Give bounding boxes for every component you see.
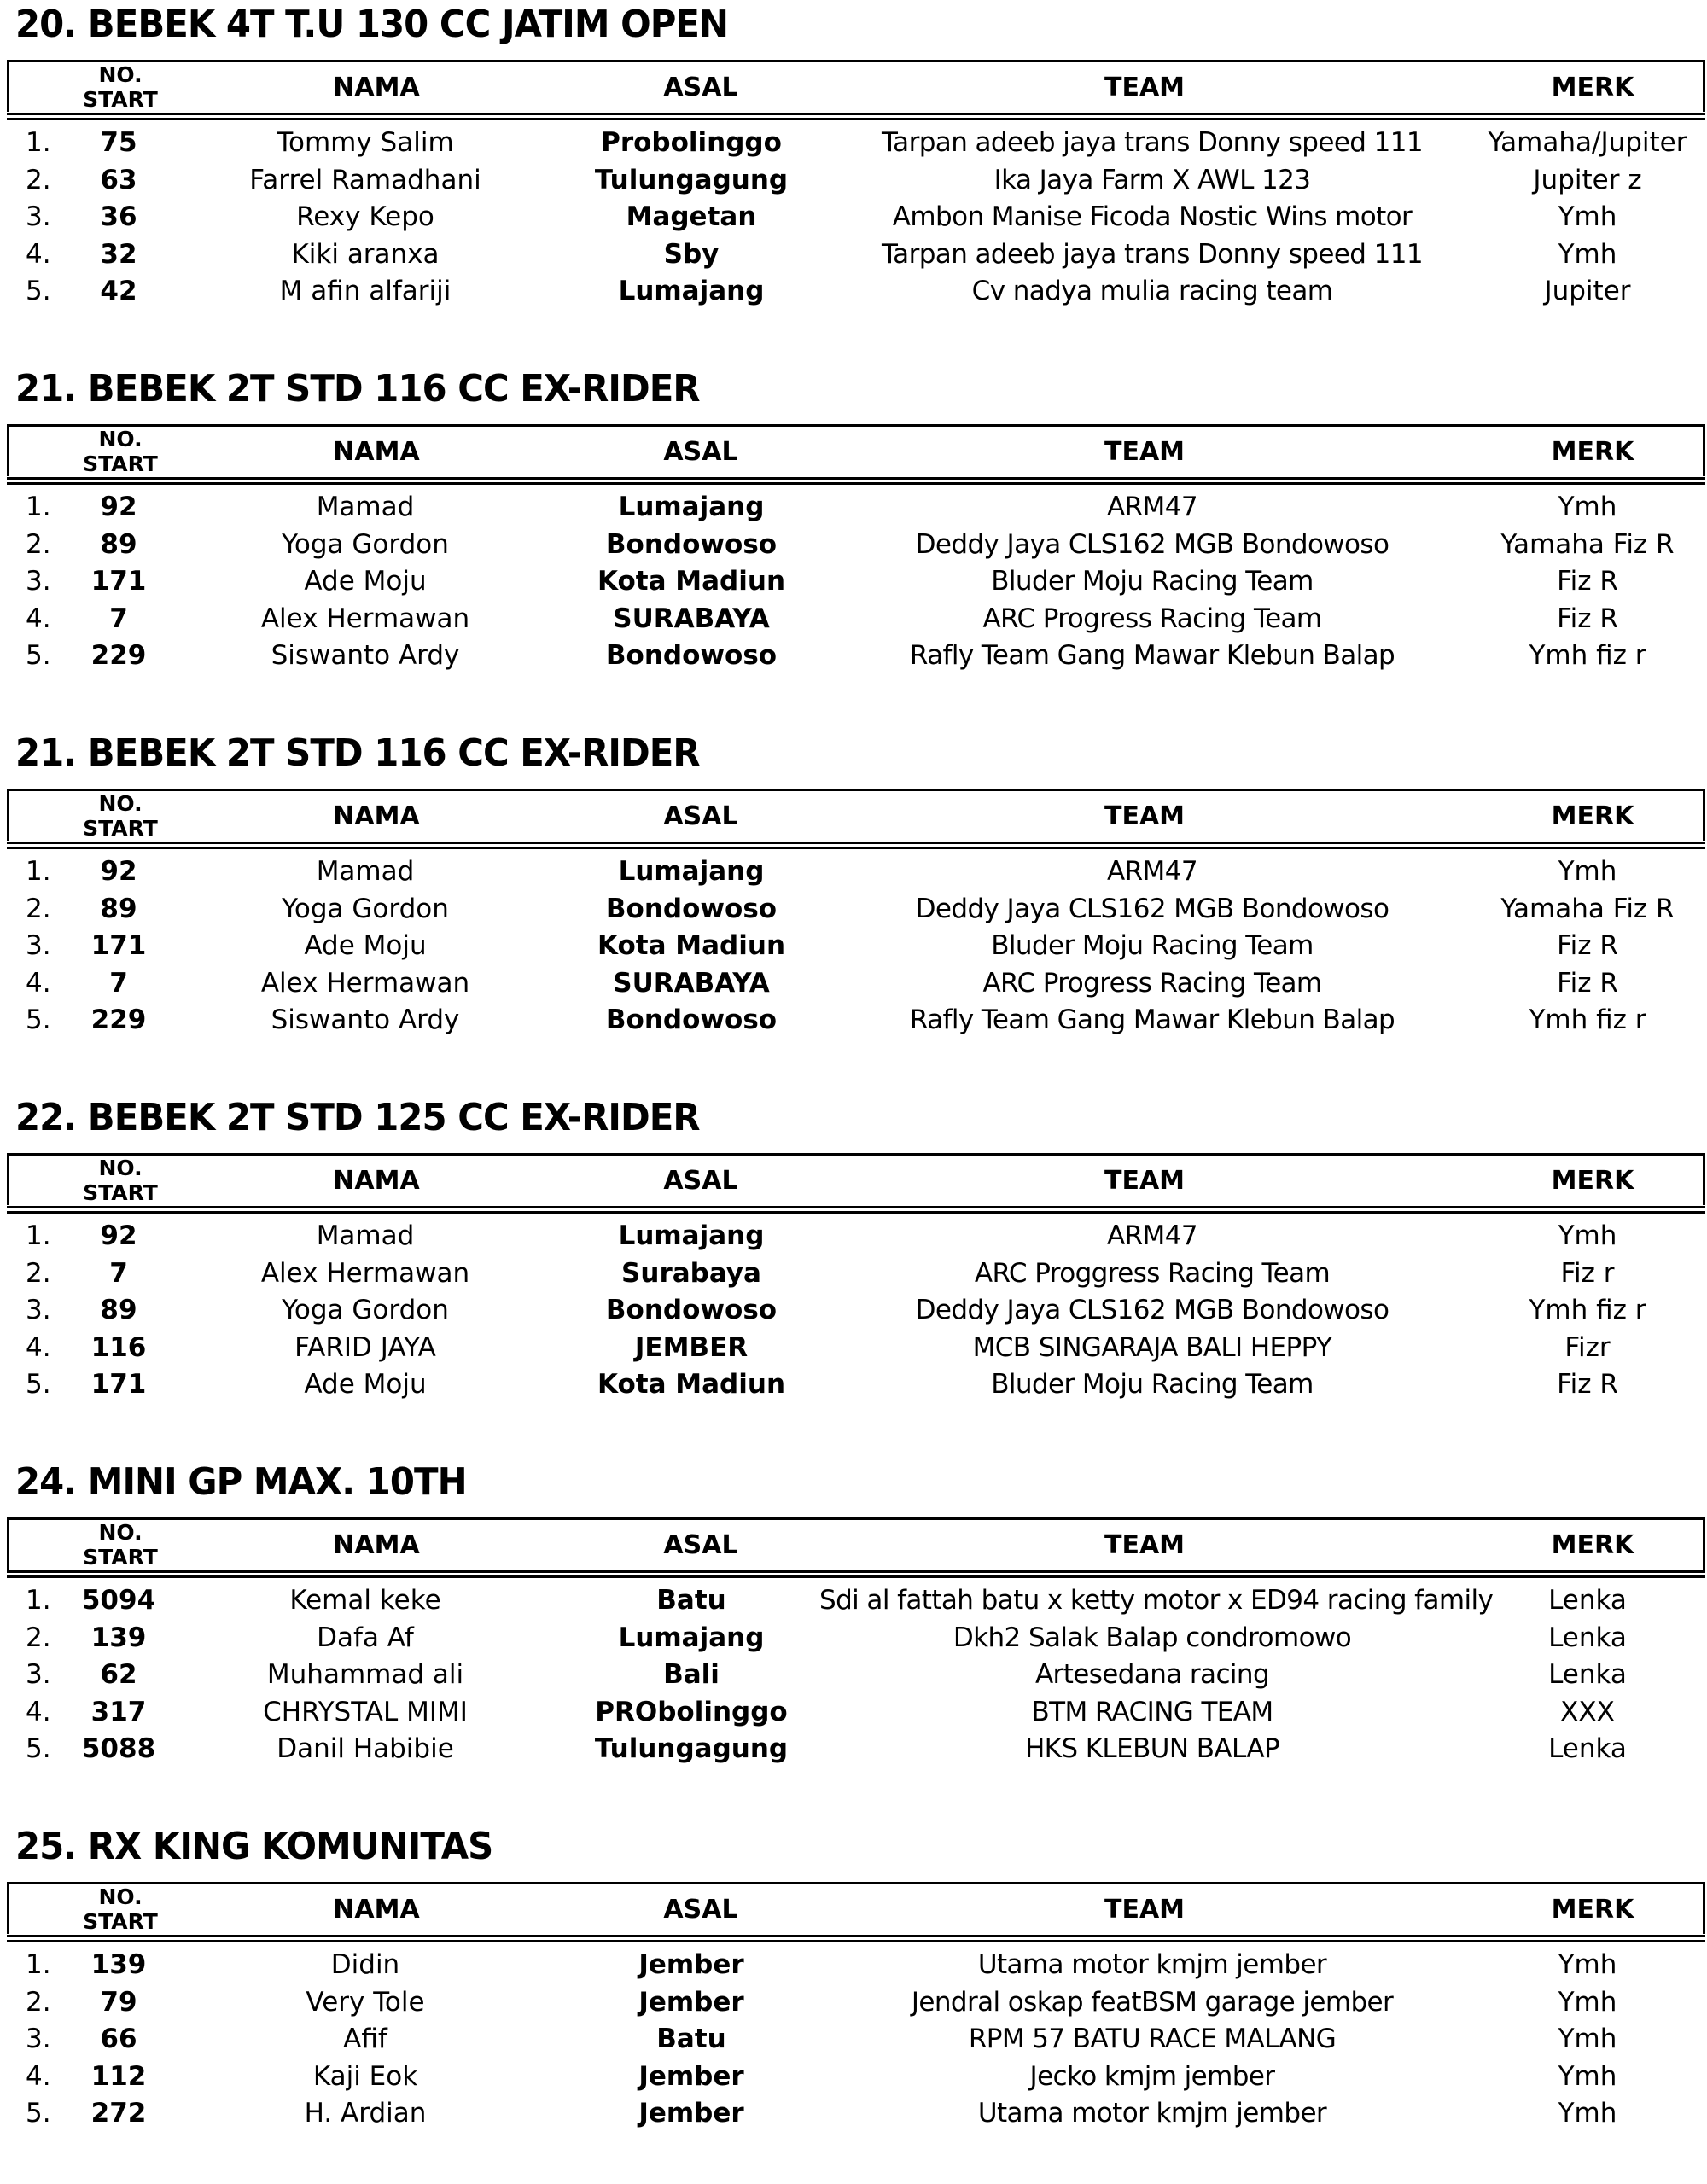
start-number-cell: 32 [100,238,137,270]
position-cell: 5. [26,2098,51,2129]
column-header-nama: NAMA [333,801,420,831]
origin-cell: Bondowoso [605,1005,778,1036]
table-row [0,489,1707,527]
start-number-cell: 112 [90,2060,147,2092]
results-rows [0,853,1707,1040]
brand-cell: Fizr [1564,1331,1611,1363]
start-number-cell: 7 [109,603,128,634]
column-header-merk: MERK [1551,801,1634,831]
team-cell: Dkh2 Salak Balap condromowo [953,1622,1352,1653]
column-header-team: TEAM [1104,1165,1186,1196]
origin-cell: JEMBER [634,1331,749,1363]
start-number-cell: 5088 [81,1733,156,1765]
start-number-cell: 79 [100,1986,137,2018]
team-cell: BTM RACING TEAM [1031,1696,1273,1727]
team-cell: Deddy Jaya CLS162 MGB Bondowoso [915,1295,1389,1326]
no-start-line2: START [83,1909,158,1934]
origin-cell: Lumajang [618,1622,765,1653]
column-header-nama: NAMA [333,1529,420,1560]
origin-cell: Jember [638,1986,744,2018]
table-row [0,1218,1707,1255]
brand-cell: Yamaha/Jupiter [1488,127,1687,158]
team-cell: ARC Proggress Racing Team [974,1257,1331,1289]
origin-cell: Kota Madiun [597,930,786,962]
start-number-cell: 7 [109,1257,128,1289]
position-cell: 3. [26,566,51,597]
team-cell: Sdi al fattah batu x ketty motor x ED94 racing family [819,1585,1494,1616]
origin-cell: Jember [638,2098,744,2129]
brand-cell: Ymh [1558,856,1617,887]
team-cell: Tarpan adeeb jaya trans Donny speed 111 [881,127,1424,158]
no-start-line1: NO. [98,427,143,451]
start-number-cell: 89 [100,893,137,924]
rider-name-cell: Danil Habibie [277,1733,454,1765]
position-cell: 2. [26,1986,51,2018]
rider-name-cell: Farrel Ramadhani [249,164,481,195]
start-number-cell: 139 [90,1949,147,1980]
table-row [0,273,1707,311]
origin-cell: Bondowoso [605,1295,778,1326]
rider-name-cell: Alex Hermawan [260,603,470,634]
section-title: 21. BEBEK 2T STD 116 CC EX-RIDER [15,731,700,775]
race-class-section [0,3,1707,362]
column-header-merk: MERK [1551,1165,1634,1196]
rider-name-cell: Mamad [316,1220,415,1251]
results-rows [0,1218,1707,1404]
rider-name-cell: Afif [343,2024,387,2055]
position-cell: 4. [26,967,51,999]
start-number-cell: 75 [100,127,137,158]
brand-cell: Ymh fiz r [1529,1005,1646,1036]
rider-name-cell: Yoga Gordon [282,528,449,560]
origin-cell: Bondowoso [605,528,778,560]
position-cell: 5. [26,1005,51,1036]
position-cell: 4. [26,2060,51,2092]
position-cell: 2. [26,893,51,924]
race-class-section [0,732,1707,1091]
start-number-cell: 63 [100,164,137,195]
position-cell: 2. [26,528,51,560]
no-start-line2: START [83,816,158,841]
column-header-merk: MERK [1551,436,1634,467]
table-row [0,236,1707,274]
start-number-cell: 272 [90,2098,147,2129]
brand-cell: Lenka [1548,1585,1627,1616]
column-header-merk: MERK [1551,72,1634,102]
origin-cell: Kota Madiun [597,1369,786,1401]
rider-name-cell: Rexy Kepo [296,201,434,233]
table-header [7,424,1705,476]
position-cell: 1. [26,127,51,158]
start-number-cell: 92 [100,1220,137,1251]
column-header-team: TEAM [1104,436,1186,467]
brand-cell: Fiz r [1560,1257,1615,1289]
rider-name-cell: Dafa Af [317,1622,414,1653]
start-number-cell: 36 [100,201,137,233]
race-class-section [0,368,1707,726]
rider-name-cell: Ade Moju [304,930,427,962]
table-row [0,2095,1707,2133]
table-row [0,1947,1707,1984]
column-header-merk: MERK [1551,1529,1634,1560]
team-cell: Ambon Manise Ficoda Nostic Wins motor [892,201,1413,233]
brand-cell: Ymh fiz r [1529,640,1646,672]
team-cell: Deddy Jaya CLS162 MGB Bondowoso [915,528,1389,560]
brand-cell: Ymh fiz r [1529,1295,1646,1326]
team-cell: ARM47 [1107,492,1197,522]
column-header-team: TEAM [1104,72,1186,102]
position-cell: 5. [26,1733,51,1765]
team-cell: Utama motor kmjm jember [977,1949,1327,1980]
team-cell: MCB SINGARAJA BALI HEPPY [972,1331,1332,1363]
column-header-no-start [61,791,180,841]
table-row [0,1731,1707,1768]
origin-cell: PRObolinggo [595,1696,788,1727]
position-cell: 3. [26,201,51,233]
brand-cell: Yamaha Fiz R [1500,528,1675,560]
team-cell: Tarpan adeeb jaya trans Donny speed 111 [881,238,1424,270]
section-title: 20. BEBEK 4T T.U 130 CC JATIM OPEN [15,3,729,46]
table-row [0,1657,1707,1694]
rider-name-cell: Kaji Eok [312,2060,418,2092]
rider-name-cell: Tommy Salim [277,127,454,158]
column-header-nama: NAMA [333,436,420,467]
rider-name-cell: Ade Moju [304,566,427,597]
origin-cell: Lumajang [618,1220,765,1251]
rider-name-cell: Alex Hermawan [260,1257,470,1289]
start-number-cell: 229 [90,640,147,672]
origin-cell: SURABAYA [613,603,770,634]
position-cell: 4. [26,238,51,270]
rider-name-cell: FARID JAYA [294,1331,436,1363]
team-cell: Bluder Moju Racing Team [991,930,1314,962]
table-row [0,1620,1707,1657]
table-row [0,125,1707,162]
column-header-asal: ASAL [663,1165,738,1196]
origin-cell: Probolinggo [601,127,782,158]
table-row [0,527,1707,564]
table-row [0,928,1707,965]
table-header [7,1517,1705,1570]
brand-cell: Ymh [1558,238,1617,270]
start-number-cell: 317 [90,1696,147,1727]
brand-cell: Ymh [1558,1986,1617,2018]
position-cell: 1. [26,1220,51,1251]
table-row [0,601,1707,638]
position-cell: 2. [26,164,51,195]
origin-cell: Magetan [626,201,757,233]
rider-name-cell: CHRYSTAL MIMI [263,1696,468,1727]
table-row [0,1002,1707,1040]
section-title: 24. MINI GP MAX. 10TH [15,1460,467,1504]
team-cell: ARM47 [1107,1220,1197,1251]
position-cell: 3. [26,2024,51,2055]
team-cell: Cv nadya mulia racing team [971,276,1333,307]
no-start-line2: START [83,1180,158,1205]
table-row [0,1292,1707,1330]
position-cell: 2. [26,1622,51,1653]
no-start-line2: START [83,451,158,476]
start-number-cell: 229 [90,1005,147,1036]
column-header-nama: NAMA [333,1894,420,1925]
team-cell: ARC Progress Racing Team [982,603,1322,634]
position-cell: 1. [26,1585,51,1616]
start-number-cell: 171 [90,930,147,962]
team-cell: Artesedana racing [1034,1659,1270,1691]
rider-name-cell: Very Tole [306,1986,425,2018]
rider-name-cell: H. Ardian [304,2098,427,2129]
start-number-cell: 92 [100,492,137,522]
column-header-no-start [61,427,180,476]
team-cell: RPM 57 BATU RACE MALANG [968,2024,1337,2055]
column-header-asal: ASAL [663,1894,738,1925]
table-row [0,2059,1707,2096]
rider-name-cell: Kemal keke [289,1585,441,1616]
table-row [0,1366,1707,1404]
section-title: 22. BEBEK 2T STD 125 CC EX-RIDER [15,1096,700,1139]
section-title: 21. BEBEK 2T STD 116 CC EX-RIDER [15,367,700,411]
team-cell: ARC Progress Racing Team [982,967,1322,999]
start-number-cell: 171 [90,1369,147,1401]
no-start-line2: START [83,1545,158,1570]
table-row [0,965,1707,1003]
start-number-cell: 92 [100,856,137,887]
no-start-line1: NO. [98,62,143,87]
brand-cell: Fiz R [1557,603,1618,634]
table-row [0,1330,1707,1367]
origin-cell: SURABAYA [613,967,770,999]
rider-name-cell: Yoga Gordon [282,1295,449,1326]
no-start-line2: START [83,87,158,112]
start-number-cell: 7 [109,967,128,999]
team-cell: HKS KLEBUN BALAP [1024,1733,1280,1765]
brand-cell: Lenka [1548,1622,1627,1653]
brand-cell: Yamaha Fiz R [1500,893,1675,924]
origin-cell: Surabaya [621,1257,761,1289]
origin-cell: Jember [638,1949,744,1980]
position-cell: 3. [26,930,51,962]
column-header-no-start [61,1156,180,1205]
brand-cell: Ymh [1558,1220,1617,1251]
no-start-line1: NO. [98,1156,143,1180]
column-header-no-start [61,1520,180,1570]
table-row [0,1694,1707,1732]
column-header-team: TEAM [1104,1894,1186,1925]
results-rows [0,489,1707,675]
origin-cell: Tulungagung [594,164,789,195]
origin-cell: Bondowoso [605,893,778,924]
results-rows [0,1582,1707,1768]
rider-name-cell: Mamad [316,856,415,887]
team-cell: Rafly Team Gang Mawar Klebun Balap [909,1005,1395,1036]
position-cell: 5. [26,640,51,672]
start-number-cell: 139 [90,1622,147,1653]
no-start-line1: NO. [98,791,143,816]
column-header-merk: MERK [1551,1894,1634,1925]
origin-cell: Sby [663,238,720,270]
team-cell: Jecko kmjm jember [1029,2060,1275,2092]
start-number-cell: 5094 [81,1585,156,1616]
position-cell: 4. [26,1696,51,1727]
position-cell: 3. [26,1295,51,1326]
column-header-asal: ASAL [663,72,738,102]
table-header [7,789,1705,841]
column-header-no-start [61,1884,180,1934]
position-cell: 1. [26,856,51,887]
brand-cell: Ymh [1558,492,1617,522]
position-cell: 5. [26,1369,51,1401]
column-header-asal: ASAL [663,801,738,831]
table-header [7,60,1705,112]
table-row [0,162,1707,200]
race-class-section [0,1826,1707,2184]
start-number-cell: 62 [100,1659,137,1691]
brand-cell: Jupiter z [1533,164,1642,195]
table-row [0,199,1707,236]
brand-cell: XXX [1560,1696,1615,1727]
rider-name-cell: Didin [330,1949,400,1980]
table-row [0,853,1707,891]
rider-name-cell: Ade Moju [304,1369,427,1401]
table-row [0,1255,1707,1293]
position-cell: 1. [26,492,51,522]
brand-cell: Fiz R [1557,930,1618,962]
table-header [7,1153,1705,1205]
position-cell: 4. [26,1331,51,1363]
team-cell: Ika Jaya Farm X AWL 123 [993,164,1311,195]
rider-name-cell: Mamad [316,492,415,522]
results-rows [0,125,1707,311]
start-number-cell: 66 [100,2024,137,2055]
brand-cell: Ymh [1558,1949,1617,1980]
table-row [0,1984,1707,2022]
team-cell: Utama motor kmjm jember [977,2098,1327,2129]
origin-cell: Kota Madiun [597,566,786,597]
origin-cell: Lumajang [618,856,765,887]
brand-cell: Lenka [1548,1659,1627,1691]
position-cell: 3. [26,1659,51,1691]
race-class-section [0,1461,1707,1820]
position-cell: 1. [26,1949,51,1980]
team-cell: Bluder Moju Racing Team [991,566,1314,597]
rider-name-cell: Muhammad ali [266,1659,464,1691]
rider-name-cell: Alex Hermawan [260,967,470,999]
brand-cell: Ymh [1558,2060,1617,2092]
brand-cell: Jupiter [1544,276,1631,307]
brand-cell: Lenka [1548,1733,1627,1765]
column-header-no-start [61,62,180,112]
origin-cell: Tulungagung [594,1733,789,1765]
team-cell: ARM47 [1107,856,1197,887]
section-title: 25. RX KING KOMUNITAS [15,1825,493,1868]
team-cell: Deddy Jaya CLS162 MGB Bondowoso [915,893,1389,924]
brand-cell: Fiz R [1557,566,1618,597]
team-cell: Jendral oskap featBSM garage jember [911,1986,1394,2018]
column-header-nama: NAMA [333,1165,420,1196]
origin-cell: Bali [663,1659,720,1691]
rider-name-cell: Kiki aranxa [291,238,440,270]
start-number-cell: 42 [100,276,137,307]
table-row [0,1582,1707,1620]
no-start-line1: NO. [98,1520,143,1545]
table-row [0,2021,1707,2059]
start-number-cell: 89 [100,1295,137,1326]
no-start-line1: NO. [98,1884,143,1909]
position-cell: 5. [26,276,51,307]
table-row [0,563,1707,601]
table-row [0,891,1707,929]
start-number-cell: 171 [90,566,147,597]
table-row [0,638,1707,675]
brand-cell: Ymh [1558,2024,1617,2055]
start-number-cell: 89 [100,528,137,560]
table-header [7,1882,1705,1934]
start-number-cell: 116 [90,1331,147,1363]
column-header-asal: ASAL [663,436,738,467]
rider-name-cell: Yoga Gordon [282,893,449,924]
column-header-nama: NAMA [333,72,420,102]
brand-cell: Fiz R [1557,1369,1618,1401]
team-cell: Bluder Moju Racing Team [991,1369,1314,1401]
origin-cell: Batu [656,2024,726,2055]
origin-cell: Batu [656,1585,726,1616]
brand-cell: Ymh [1558,2098,1617,2129]
brand-cell: Fiz R [1557,967,1618,999]
brand-cell: Ymh [1558,201,1617,233]
team-cell: Rafly Team Gang Mawar Klebun Balap [909,640,1395,672]
origin-cell: Lumajang [618,492,765,522]
origin-cell: Jember [638,2060,744,2092]
results-rows [0,1947,1707,2133]
column-header-asal: ASAL [663,1529,738,1560]
origin-cell: Bondowoso [605,640,778,672]
position-cell: 4. [26,603,51,634]
rider-name-cell: Siswanto Ardy [271,1005,460,1036]
race-class-section [0,1097,1707,1455]
column-header-team: TEAM [1104,1529,1186,1560]
column-header-team: TEAM [1104,801,1186,831]
origin-cell: Lumajang [618,276,765,307]
rider-name-cell: Siswanto Ardy [271,640,460,672]
position-cell: 2. [26,1257,51,1289]
rider-name-cell: M afin alfariji [279,276,452,307]
